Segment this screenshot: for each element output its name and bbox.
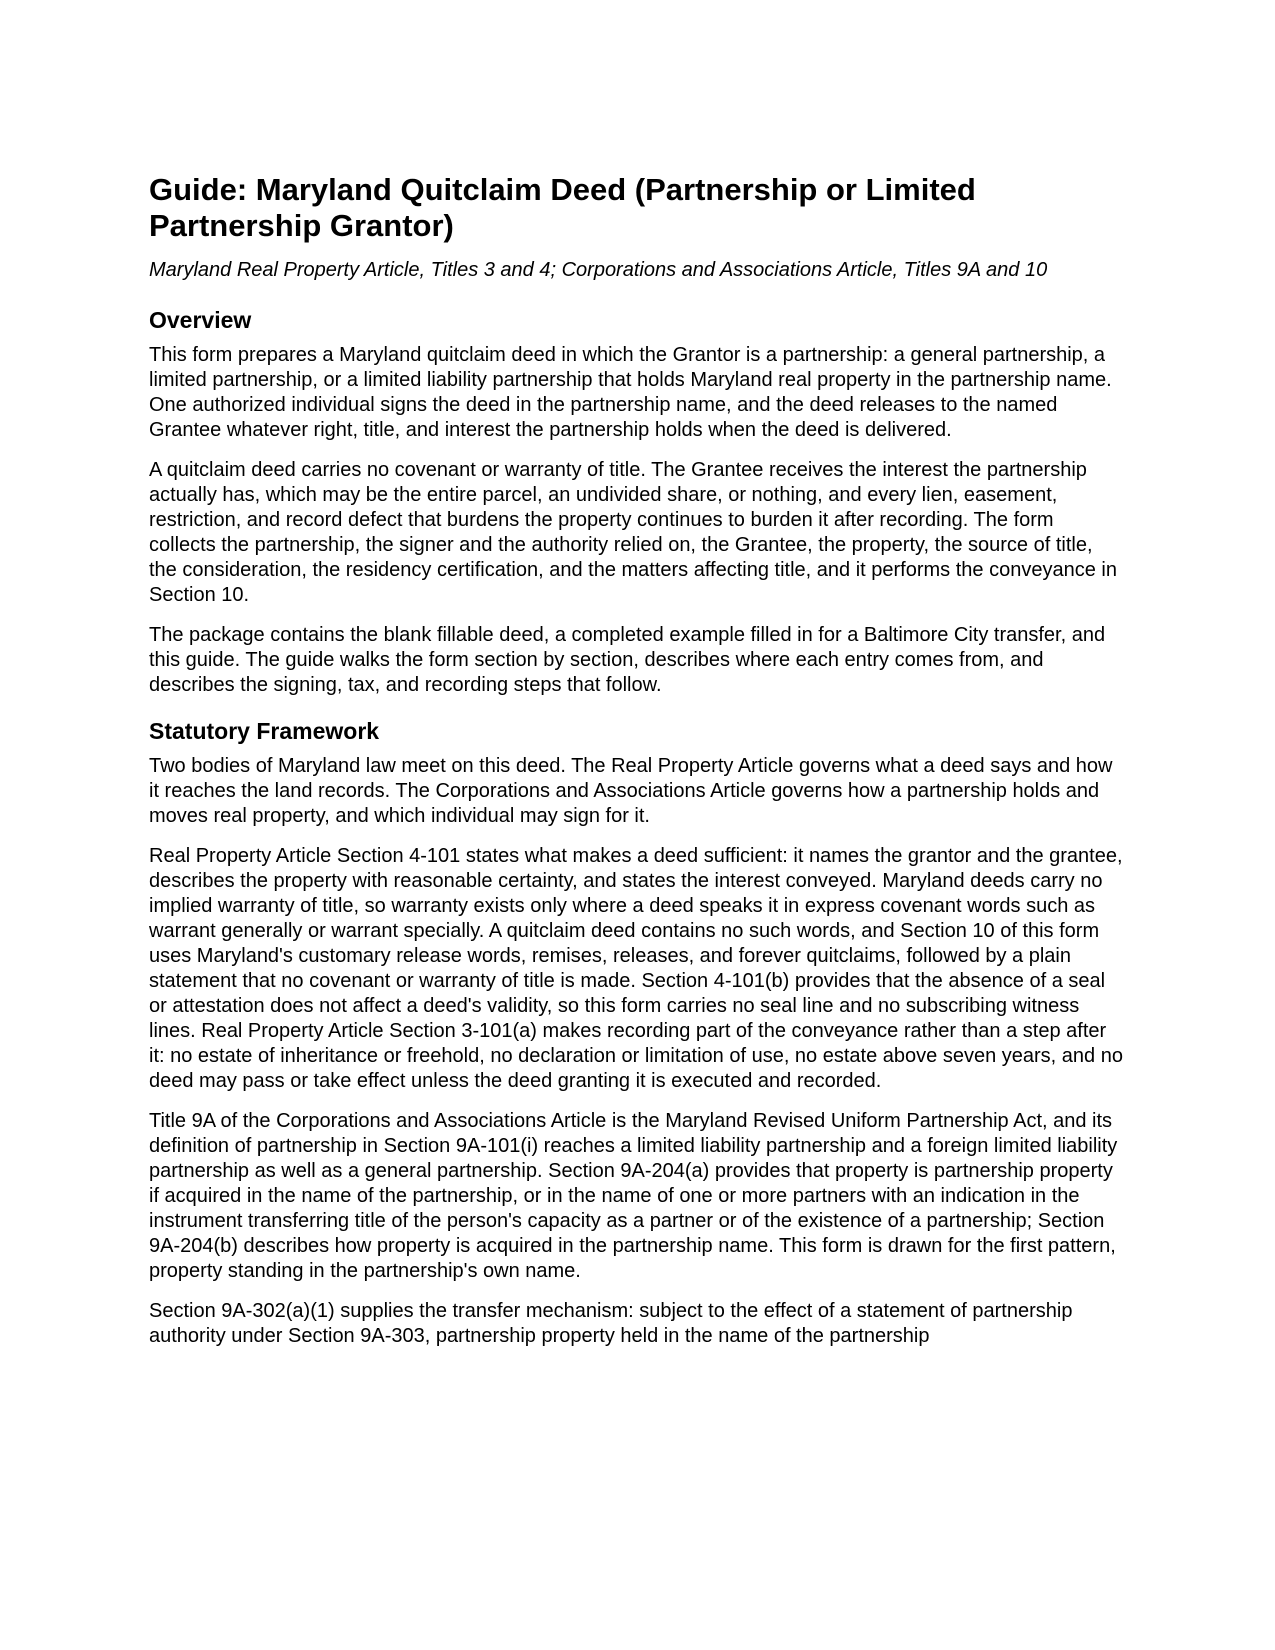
overview-paragraph: This form prepares a Maryland quitclaim deed in which the Grantor is a partnership: a general partnership, a limited partnership, or a limited liability partnership that holds Maryland real property in the partnership name. One authorized individual signs the deed in the partnership name, and the deed releases to the named Grantee whatever right, title, and interest the partnership holds when the deed is delivered. bbox=[149, 344, 1112, 441]
overview-paragraph: The package contains the blank fillable deed, a completed example filled in for a Baltimore City transfer, and this guide. The guide walks the form section by section, describes where each entry comes from, and describes the signing, tax, and recording steps that follow. bbox=[149, 624, 1106, 696]
overview-paragraph: A quitclaim deed carries no covenant or warranty of title. The Grantee receives the interest the partnership actually has, which may be the entire parcel, an undivided share, or nothing, and every lien, easement, restriction, and record defect that burdens the property continues to burden it after recording. The form collects the partnership, the signer and the authority relied on, the Grantee, the property, the source of title, the consideration, the residency certification, and the matters affecting title, and it performs the conveyance in Section 10. bbox=[149, 459, 1117, 606]
document-subtitle: Maryland Real Property Article, Titles 3 and 4; Corporations and Associations Article, Titles 9A and 10 bbox=[149, 259, 1048, 281]
statutory-framework-heading: Statutory Framework bbox=[149, 718, 380, 744]
document-title: Guide: Maryland Quitclaim Deed (Partnership or Limited Partnership Grantor) bbox=[149, 172, 976, 243]
overview-heading: Overview bbox=[149, 307, 252, 333]
document-page bbox=[149, 172, 1125, 1349]
statutory-framework-paragraph: Two bodies of Maryland law meet on this deed. The Real Property Article governs what a deed says and how it reaches the land records. The Corporations and Associations Article governs how a partnership holds and moves real property, and which individual may sign for it. bbox=[149, 755, 1113, 827]
statutory-framework-paragraph: Real Property Article Section 4-101 states what makes a deed sufficient: it names the grantor and the grantee, describes the property with reasonable certainty, and states the interest conveyed. Maryland deeds carry no implied warranty of title, so warranty exists only where a deed speaks it in express covenant words such as warrant generally or warrant specially. A quitclaim deed contains no such words, and Section 10 of this form uses Maryland's customary release words, remises, releases, and forever quitclaims, followed by a plain statement that no covenant or warranty of title is made. Section 4-101(b) provides that the absence of a seal or attestation does not affect a deed's validity, so this form carries no seal line and no subscribing witness lines. Real Property Article Section 3-101(a) makes recording part of the conveyance rather than a step after it: no estate of inheritance or freehold, no declaration or limitation of use, no estate above seven years, and no deed may pass or take effect unless the deed granting it is executed and recorded. bbox=[149, 845, 1123, 1092]
statutory-framework-paragraph: Section 9A-302(a)(1) supplies the transfer mechanism: subject to the effect of a statement of partnership authority under Section 9A-303, partnership property held in the name of the partnership bbox=[149, 1300, 1073, 1347]
statutory-framework-paragraph: Title 9A of the Corporations and Associations Article is the Maryland Revised Uniform Partnership Act, and its definition of partnership in Section 9A-101(i) reaches a limited liability partnership and a foreign limited liability partnership as well as a general partnership. Section 9A-204(a) provides that property is partnership property if acquired in the name of the partnership, or in the name of one or more partners with an indication in the instrument transferring title of the person's capacity as a partner or of the existence of a partnership; Section 9A-204(b) describes how property is acquired in the partnership name. This form is drawn for the first pattern, property standing in the partnership's own name. bbox=[149, 1110, 1118, 1282]
